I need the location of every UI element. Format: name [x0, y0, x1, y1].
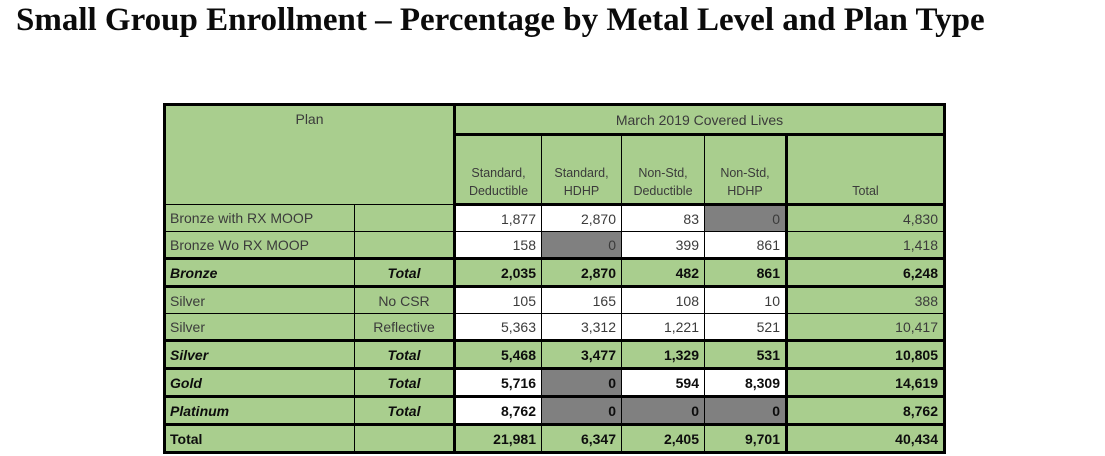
value-cell: 0: [542, 232, 622, 259]
table-row: [165, 232, 945, 259]
subtotal-row: [165, 341, 945, 369]
col-header-total: Total: [787, 135, 945, 205]
plan-cell: Silver: [165, 341, 355, 369]
sub-cell: [355, 232, 455, 259]
value-cell: 10: [705, 287, 787, 314]
value-cell: 3,312: [542, 314, 622, 341]
value-cell: 5,468: [455, 341, 542, 369]
value-cell: 0: [705, 397, 787, 425]
value-cell: 8,762: [455, 397, 542, 425]
subtotal-row: [165, 369, 945, 397]
value-cell: 2,870: [542, 205, 622, 232]
sub-cell: Total: [355, 341, 455, 369]
sub-cell: [355, 205, 455, 232]
value-cell: 10,417: [787, 314, 945, 341]
sub-cell: Total: [355, 369, 455, 397]
plan-cell: Silver: [165, 314, 355, 341]
plan-cell: Platinum: [165, 397, 355, 425]
value-cell: 0: [542, 369, 622, 397]
value-cell: 1,329: [622, 341, 705, 369]
value-cell: 482: [622, 259, 705, 287]
value-cell: 108: [622, 287, 705, 314]
value-cell: 0: [622, 397, 705, 425]
value-cell: 21,981: [455, 425, 542, 453]
covered-lives-header-cell: March 2019 Covered Lives: [455, 105, 945, 135]
plan-cell: Total: [165, 425, 355, 453]
value-cell: 2,035: [455, 259, 542, 287]
value-cell: 861: [705, 259, 787, 287]
col-header-nonstd-deductible: Non-Std, Deductible: [622, 135, 705, 205]
value-cell: 5,716: [455, 369, 542, 397]
value-cell: 3,477: [542, 341, 622, 369]
table-row: [165, 287, 945, 314]
sub-cell: Total: [355, 259, 455, 287]
plan-header-cell: Plan: [165, 105, 455, 205]
value-cell: 594: [622, 369, 705, 397]
sub-cell: Total: [355, 397, 455, 425]
value-cell: 8,762: [787, 397, 945, 425]
enrollment-table: [163, 103, 946, 454]
col-header-standard-deductible: Standard, Deductible: [455, 135, 542, 205]
value-cell: 6,347: [542, 425, 622, 453]
value-cell: 1,221: [622, 314, 705, 341]
value-cell: 6,248: [787, 259, 945, 287]
table-row: [165, 314, 945, 341]
value-cell: 0: [542, 397, 622, 425]
plan-cell: Bronze with RX MOOP: [165, 205, 355, 232]
plan-cell: Silver: [165, 287, 355, 314]
sub-cell: [355, 425, 455, 453]
subtotal-row: [165, 259, 945, 287]
value-cell: 0: [705, 205, 787, 232]
value-cell: 105: [455, 287, 542, 314]
value-cell: 14,619: [787, 369, 945, 397]
table-row: [165, 205, 945, 232]
header-row-group: [165, 105, 945, 135]
value-cell: 40,434: [787, 425, 945, 453]
value-cell: 861: [705, 232, 787, 259]
subtotal-row: [165, 397, 945, 425]
sub-cell: Reflective: [355, 314, 455, 341]
value-cell: 4,830: [787, 205, 945, 232]
value-cell: 158: [455, 232, 542, 259]
value-cell: 83: [622, 205, 705, 232]
value-cell: 165: [542, 287, 622, 314]
value-cell: 1,418: [787, 232, 945, 259]
value-cell: 8,309: [705, 369, 787, 397]
value-cell: 10,805: [787, 341, 945, 369]
value-cell: 531: [705, 341, 787, 369]
plan-cell: Gold: [165, 369, 355, 397]
value-cell: 388: [787, 287, 945, 314]
plan-cell: Bronze Wo RX MOOP: [165, 232, 355, 259]
value-cell: 521: [705, 314, 787, 341]
value-cell: 399: [622, 232, 705, 259]
value-cell: 2,405: [622, 425, 705, 453]
grand-total-row: [165, 425, 945, 453]
col-header-standard-hdhp: Standard, HDHP: [542, 135, 622, 205]
page-title: Small Group Enrollment – Percentage by Metal Level and Plan Type: [16, 2, 985, 38]
value-cell: 5,363: [455, 314, 542, 341]
value-cell: 1,877: [455, 205, 542, 232]
plan-cell: Bronze: [165, 259, 355, 287]
value-cell: 2,870: [542, 259, 622, 287]
sub-cell: No CSR: [355, 287, 455, 314]
col-header-nonstd-hdhp: Non-Std, HDHP: [705, 135, 787, 205]
value-cell: 9,701: [705, 425, 787, 453]
